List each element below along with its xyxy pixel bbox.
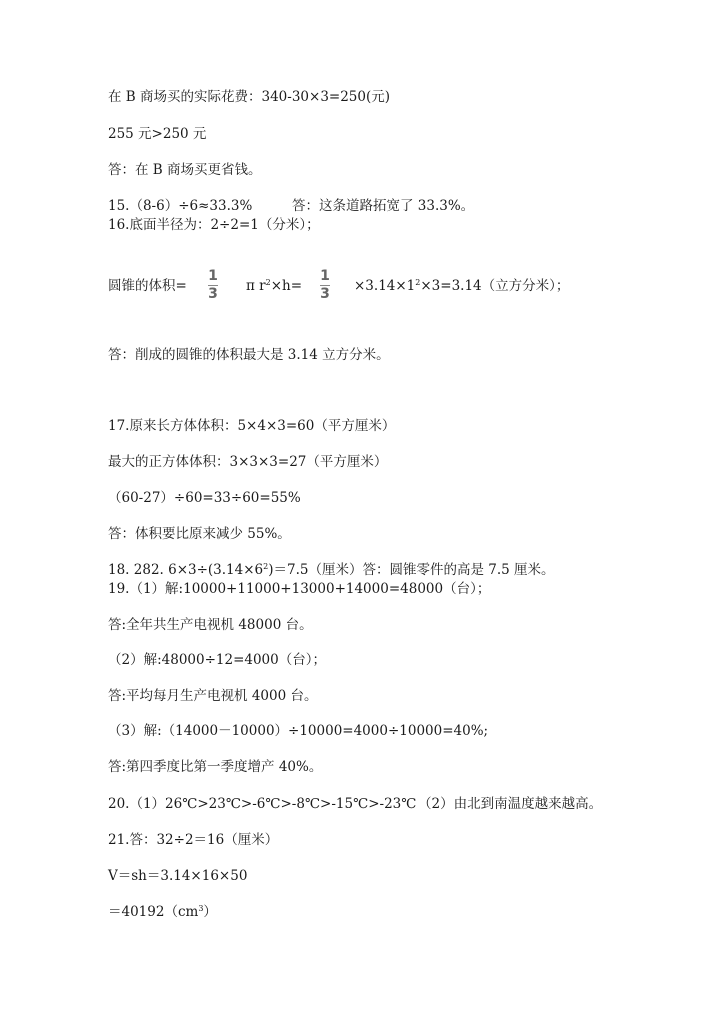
line-answer-q19-part1: 答:全年共生产电视机 48000 台。	[108, 617, 313, 633]
pi-r: π r	[246, 278, 266, 294]
q21-unit-close: ）	[203, 904, 217, 920]
fraction-denominator: 3	[320, 286, 330, 302]
q15-answer: 答：这条道路拓宽了 33.3%。	[292, 198, 475, 214]
line-answer-b-mall: 答：在 B 商场买更省钱。	[108, 162, 262, 178]
fraction-numerator: 1	[208, 268, 218, 284]
fraction-numerator: 1	[320, 268, 330, 284]
line-q18	[108, 561, 555, 579]
line-q21-volume: V＝sh＝3.14×16×50	[108, 868, 248, 884]
line-b-mall-cost: 在 B 商场买的实际花费：340-30×3=250(元)	[108, 89, 391, 105]
cone-formula-middle	[246, 277, 302, 295]
exponent: 2	[263, 562, 269, 571]
q15-calc: 15.（8-6）÷6≈33.3%	[108, 198, 253, 214]
times-h: ×h=	[270, 278, 303, 294]
cone-formula-end	[354, 277, 569, 295]
fraction-denominator: 3	[208, 286, 218, 302]
exponent: 3	[198, 904, 204, 913]
line-answer-q19-part2: 答:平均每月生产电视机 4000 台。	[108, 688, 318, 704]
line-q21-radius: 21.答：32÷2＝16（厘米）	[108, 832, 279, 848]
line-q15	[108, 197, 252, 215]
line-answer-q19-part3: 答:第四季度比第一季度增产 40%。	[108, 759, 323, 775]
line-answer-q17: 答：体积要比原来减少 55%。	[108, 526, 291, 542]
formula-part: ×3.14×1	[354, 278, 416, 294]
line-answer-cone: 答：削成的圆锥的体积最大是 3.14 立方分米。	[108, 347, 390, 363]
line-q21-result	[108, 903, 217, 921]
exponent: 2	[265, 278, 271, 287]
q18-calc: 18. 282. 6×3÷(3.14×6	[108, 562, 264, 578]
line-q19-part1: 19.（1）解:10000+11000+13000+14000=48000（台）；	[108, 581, 491, 597]
exponent: 2	[415, 278, 421, 287]
formula-result: ×3=3.14（立方分米）；	[420, 278, 570, 294]
line-q16-radius: 16.底面半径为：2÷2=1（分米）；	[108, 217, 320, 233]
fraction-one-third-b	[320, 269, 330, 302]
q18-answer: )＝7.5（厘米）答：圆锥零件的高是 7.5 厘米。	[268, 562, 555, 578]
line-q20-part2: （2）由北到南温度越来越高。	[418, 796, 603, 812]
line-q20-part1: 20.（1）26℃>23℃>-6℃>-8℃>-15℃>-23℃	[108, 796, 417, 812]
line-q19-part3: （3）解:（14000－10000）÷10000=4000÷10000=40%;	[108, 723, 489, 739]
line-q17-cube: 最大的正方体体积：3×3×3=27（平方厘米）	[108, 454, 388, 470]
line-q19-part2: （2）解:48000÷12=4000（台）；	[108, 652, 326, 668]
fraction-one-third-a	[208, 269, 218, 302]
cone-volume-label: 圆锥的体积=	[108, 278, 187, 294]
line-q17-percent: （60-27）÷60=33÷60=55%	[108, 490, 301, 506]
q21-value: ＝40192（cm	[108, 904, 199, 920]
line-q17-cuboid: 17.原来长方体体积：5×4×3=60（平方厘米）	[108, 418, 396, 434]
line-price-compare: 255 元>250 元	[108, 126, 207, 142]
